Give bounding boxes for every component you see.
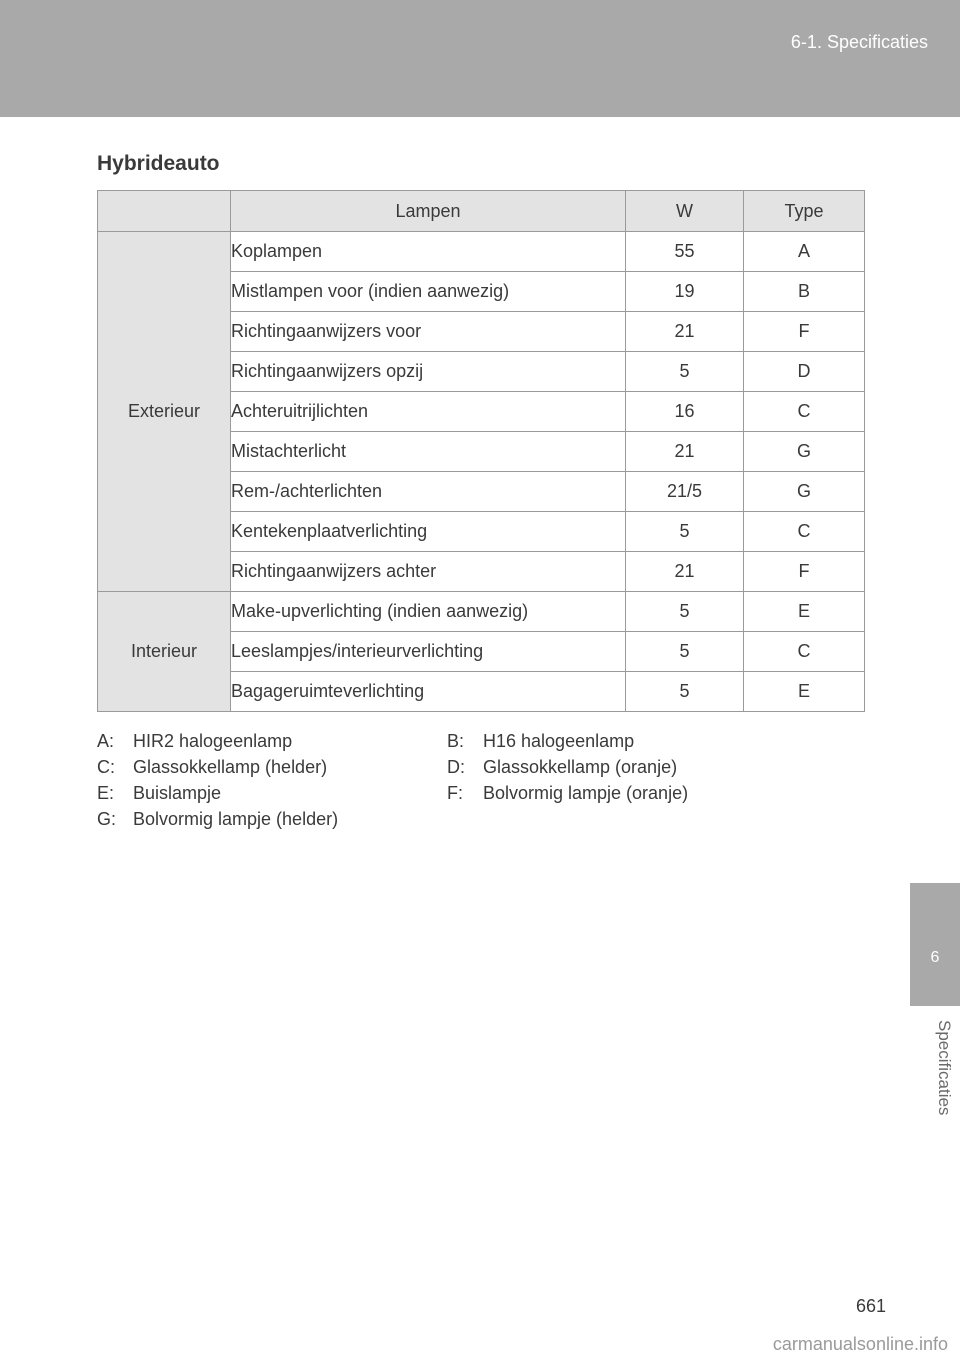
legend-text: Bolvormig lampje (oranje) xyxy=(483,783,689,803)
lamp-cell: Richtingaanwijzers opzij xyxy=(231,352,626,392)
legend-text: Bolvormig lampje (helder) xyxy=(133,809,339,829)
lamp-cell: Richtingaanwijzers voor xyxy=(231,312,626,352)
lamp-cell: Achteruitrijlichten xyxy=(231,392,626,432)
lamp-cell: Kentekenplaatverlichting xyxy=(231,512,626,552)
type-cell: E xyxy=(744,592,865,632)
lamp-cell: Richtingaanwijzers achter xyxy=(231,552,626,592)
type-cell: G xyxy=(744,472,865,512)
legend-key: B: xyxy=(447,731,465,751)
legend-key: A: xyxy=(97,731,115,751)
chapter-label: Specificaties xyxy=(935,1020,954,1116)
type-cell: C xyxy=(744,512,865,552)
legend-text: HIR2 halogeenlamp xyxy=(133,731,293,751)
lamp-cell: Mistachterlicht xyxy=(231,432,626,472)
watt-cell: 5 xyxy=(626,512,744,552)
lamp-cell: Make-upverlichting (indien aanwezig) xyxy=(231,592,626,632)
header-lampen: Lampen xyxy=(231,191,626,232)
legend-item xyxy=(447,780,688,806)
legend-text: Glassokkellamp (helder) xyxy=(133,757,328,777)
legend-key: G: xyxy=(97,809,117,829)
type-cell: D xyxy=(744,352,865,392)
lamp-cell: Leeslampjes/interieurverlichting xyxy=(231,632,626,672)
type-cell: C xyxy=(744,632,865,672)
header-type: Type xyxy=(744,191,865,232)
watt-cell: 21 xyxy=(626,432,744,472)
group-exterieur: Exterieur xyxy=(98,232,231,592)
section-title: Hybrideauto xyxy=(97,152,220,175)
watt-cell: 16 xyxy=(626,392,744,432)
legend-key: D: xyxy=(447,757,465,777)
table-row xyxy=(98,592,865,632)
type-cell: E xyxy=(744,672,865,712)
legend-key: C: xyxy=(97,757,115,777)
type-cell: A xyxy=(744,232,865,272)
watt-cell: 21 xyxy=(626,312,744,352)
header-section-title: 6-1. Specificaties xyxy=(790,32,928,52)
watt-cell: 21 xyxy=(626,552,744,592)
legend-key: E: xyxy=(97,783,115,803)
legend-item xyxy=(447,754,677,780)
legend-item xyxy=(97,780,221,806)
watt-cell: 5 xyxy=(626,592,744,632)
watermark: carmanualsonline.info xyxy=(772,1334,948,1354)
lamp-cell: Mistlampen voor (indien aanwezig) xyxy=(231,272,626,312)
watt-cell: 55 xyxy=(626,232,744,272)
watt-cell: 19 xyxy=(626,272,744,312)
type-cell: F xyxy=(744,552,865,592)
type-cell: B xyxy=(744,272,865,312)
legend-text: H16 halogeenlamp xyxy=(483,731,635,751)
chapter-number: 6 xyxy=(930,949,940,966)
watt-cell: 5 xyxy=(626,672,744,712)
lamp-cell: Koplampen xyxy=(231,232,626,272)
watt-cell: 5 xyxy=(626,632,744,672)
header-group xyxy=(98,191,231,232)
chapter-tab[interactable] xyxy=(910,883,960,1006)
type-cell: F xyxy=(744,312,865,352)
page-number: 661 xyxy=(855,1296,886,1316)
legend-item xyxy=(97,754,327,780)
header-w: W xyxy=(626,191,744,232)
legend-text: Buislampje xyxy=(133,783,222,803)
group-interieur: Interieur xyxy=(98,592,231,712)
watt-cell: 21/5 xyxy=(626,472,744,512)
legend-item xyxy=(447,728,634,754)
type-cell: G xyxy=(744,432,865,472)
legend-key: F: xyxy=(447,783,463,803)
legend-text: Glassokkellamp (oranje) xyxy=(483,757,678,777)
type-cell: C xyxy=(744,392,865,432)
legend-item xyxy=(97,806,338,832)
watt-cell: 5 xyxy=(626,352,744,392)
legend-item xyxy=(97,728,292,754)
lamp-cell: Rem-/achterlichten xyxy=(231,472,626,512)
table-row xyxy=(98,232,865,272)
lamp-cell: Bagageruimteverlichting xyxy=(231,672,626,712)
table-header-row xyxy=(98,191,865,232)
header-band xyxy=(0,0,960,117)
bulb-spec-table xyxy=(97,190,865,712)
